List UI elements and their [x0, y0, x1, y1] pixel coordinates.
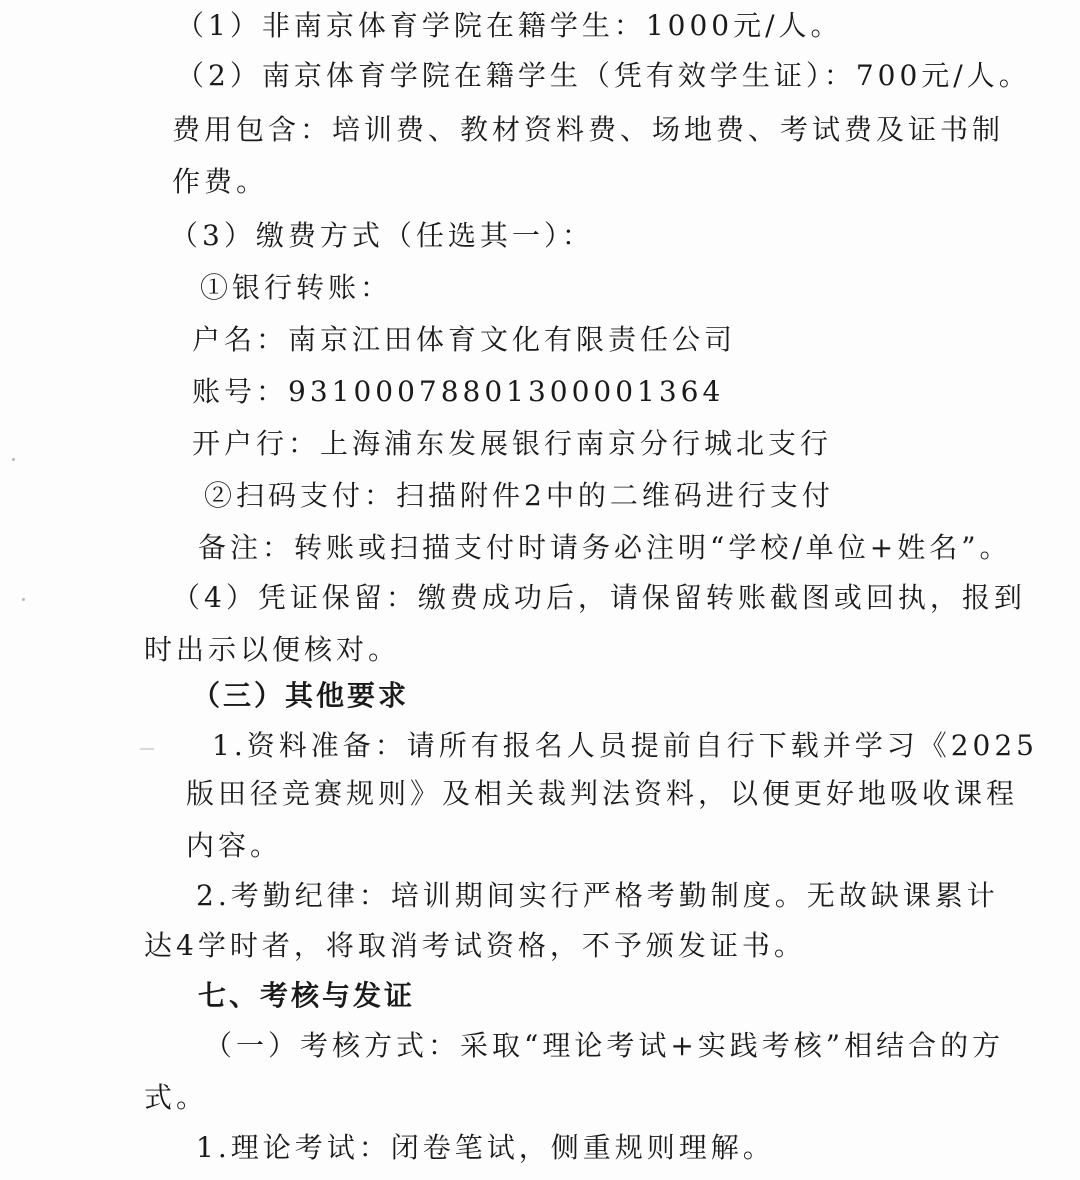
text-line: 1.资料准备：请所有报名人员提前自行下载并学习《2025 [212, 729, 1038, 762]
text-line: 版田径竞赛规则》及相关裁判法资料，以便更好地吸收课程 [186, 777, 1019, 810]
text-line: 式。 [144, 1081, 209, 1114]
text-line: 账号：93100078801300001364 [192, 375, 725, 408]
text-line: 开户行：上海浦东发展银行南京分行城北支行 [192, 427, 833, 460]
chapter-heading: 七、考核与发证 [198, 979, 416, 1012]
text-line: 时出示以便核对。 [144, 633, 401, 666]
text-line: 1.理论考试：闭卷笔试，侧重规则理解。 [196, 1131, 775, 1164]
text-line: （3）缴费方式（任选其一）： [170, 219, 594, 252]
text-line: （4）凭证保留：缴费成功后，请保留转账截图或回执，报到 [172, 581, 1026, 614]
scan-speck [12, 458, 15, 461]
text-line: （2）南京体育学院在籍学生（凭有效学生证）：700元/人。 [176, 59, 1031, 92]
text-line: 备注：转账或扫描支付时请务必注明“学校/单位+姓名”。 [198, 531, 1012, 564]
text-line: ①银行转账： [200, 271, 393, 304]
scan-smudge [140, 748, 154, 750]
text-line: 作费。 [172, 165, 269, 198]
scan-speck [22, 598, 25, 601]
text-line: 内容。 [186, 829, 283, 862]
text-line: 户名：南京江田体育文化有限责任公司 [192, 323, 737, 356]
text-line: 费用包含：培训费、教材资料费、场地费、考试费及证书制 [172, 113, 1005, 146]
text-line: （1）非南京体育学院在籍学生：1000元/人。 [176, 9, 843, 42]
section-heading: （三）其他要求 [192, 679, 410, 712]
text-line: （一）考核方式：采取“理论考试+实践考核”相结合的方 [204, 1029, 1005, 1062]
text-line: 达4学时者，将取消考试资格，不予颁发证书。 [144, 929, 806, 962]
text-line: 2.考勤纪律：培训期间实行严格考勤制度。无故缺课累计 [196, 879, 999, 912]
text-line: ②扫码支付：扫描附件2中的二维码进行支付 [204, 479, 834, 512]
